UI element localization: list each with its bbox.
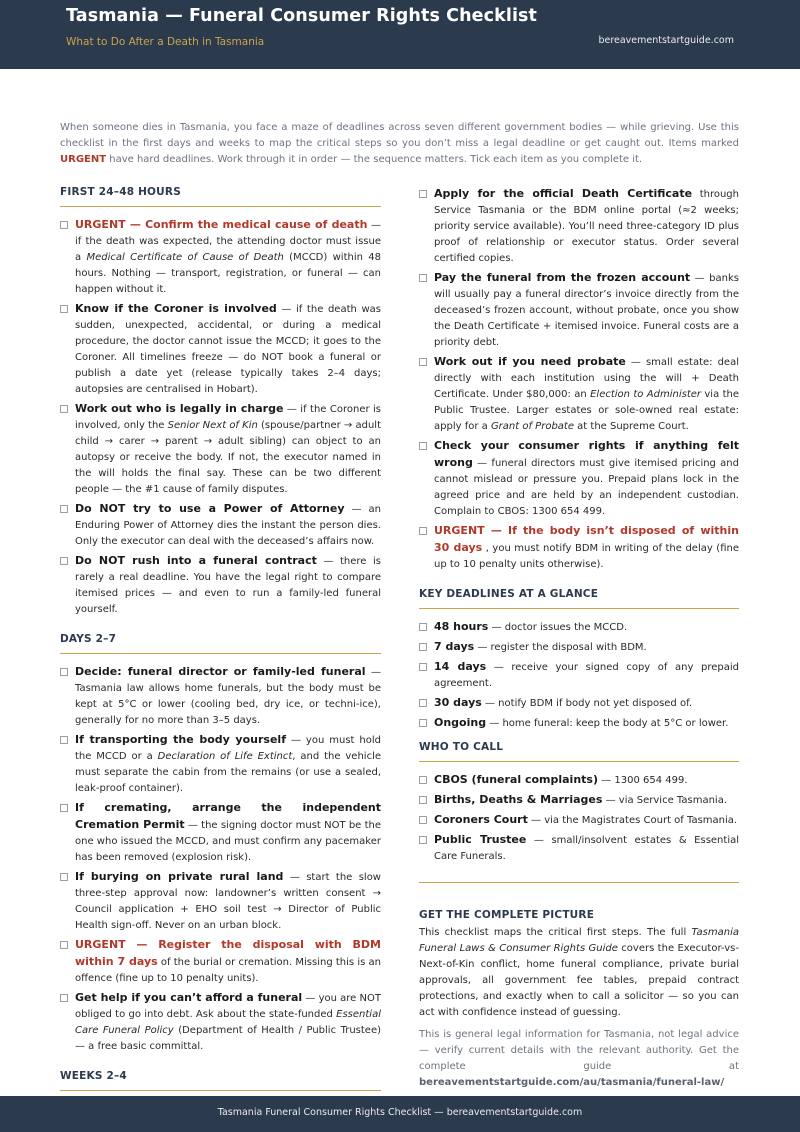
disclaimer-paragraph: This is general legal information for Tasmania, not legal advice — verify current details with the relevant authority. Get the complete guide at bereavementstartguide.com/au/tasmania/funeral-law/ — [419, 1029, 739, 1088]
checkbox[interactable] — [60, 804, 68, 812]
checkbox[interactable] — [419, 623, 427, 631]
section-heading-who-to-call: WHO TO CALL — [419, 741, 739, 762]
contact-item: CBOS (funeral complaints) — 1300 654 499. — [419, 772, 739, 789]
intro-paragraph: When someone dies in Tasmania, you face a maze of deadlines across seven different government bodies — while grieving. Use this checklist in the first days and weeks to map the critical steps so you don’t miss a legal deadline or get caught out. Items marked URGENT have hard deadlines. Work through it in order — the sequence matters. Tick each item as you complete it. — [60, 122, 739, 165]
footer-text: Tasmania Funeral Consumer Rights Checklist — bereavementstartguide.com — [217, 1107, 583, 1118]
checkbox[interactable] — [419, 643, 427, 651]
checkbox[interactable] — [419, 836, 427, 844]
checkbox[interactable] — [60, 221, 68, 229]
urgent-label: URGENT — [60, 154, 107, 165]
page-footer — [0, 1096, 800, 1132]
checklist-item: If burying on private rural land — start the slow three-step approval now: landowner’s written consent → Council application + EHO soil test → Director of Public Health sign-off. Never on an urban block. — [60, 869, 381, 934]
deadline-item: 7 days — register the disposal with BDM. — [419, 639, 739, 656]
page-subtitle: What to Do After a Death in Tasmania — [66, 36, 265, 48]
section-heading-weeks-2-4: WEEKS 2–4 — [60, 1070, 381, 1091]
checklist-item: If cremating, arrange the independent Cremation Permit — the signing doctor must NOT be the one who issued the MCCD, and must confirm any pacemaker has been removed (explosion risk). — [60, 800, 381, 866]
checkbox[interactable] — [60, 873, 68, 881]
checkbox[interactable] — [419, 663, 427, 671]
checkbox[interactable] — [419, 776, 427, 784]
page-header — [0, 0, 800, 69]
checkbox[interactable] — [419, 719, 427, 727]
contact-item: Public Trustee — small/insolvent estates & Essential Care Funerals. — [419, 832, 739, 865]
checkbox[interactable] — [419, 796, 427, 804]
checkbox[interactable] — [419, 699, 427, 707]
checklist-item: URGENT — If the body isn’t disposed of within 30 days , you must notify BDM in writing of the delay (fine up to 10 penalty units otherwise). — [419, 523, 739, 573]
deadline-item: Ongoing — home funeral: keep the body at 5°C or lower. — [419, 715, 739, 732]
section-heading-key-deadlines: KEY DEADLINES AT A GLANCE — [419, 588, 739, 609]
checkbox[interactable] — [419, 816, 427, 824]
checklist-item: Do NOT rush into a funeral contract — there is rarely a real deadline. You have the legal right to compare itemised prices — and even to run a family-led funeral yourself. — [60, 553, 381, 618]
checkbox[interactable] — [60, 736, 68, 744]
checkbox[interactable] — [60, 557, 68, 565]
checkbox[interactable] — [60, 994, 68, 1002]
checkbox[interactable] — [419, 274, 427, 282]
checklist-item: Apply for the official Death Certificate through Service Tasmania or the BDM online portal (≈2 weeks; priority service available). You’ll need three-category ID plus proof of relationship or executor status. Order several certified copies. — [419, 186, 739, 267]
checklist-item: URGENT — Confirm the medical cause of death — if the death was expected, the attending doctor must issue a Medical Certificate of Cause of Death (MCCD) within 48 hours. Nothing — transport, registration, or funeral — can happen without it. — [60, 217, 381, 298]
guide-link[interactable]: bereavementstartguide.com/au/tasmania/funeral-law/ — [419, 1077, 725, 1088]
checkbox[interactable] — [60, 505, 68, 513]
deadline-item: 14 days — receive your signed copy of any prepaid agreement. — [419, 659, 739, 692]
checklist-item: Work out if you need probate — small estate: deal directly with each institution using the will + Death Certificate. Under $80,000: an Election to Administer via the Public Trustee. Larger estates or sole-owned real estate: apply for a Grant of Probate at the Supreme Court. — [419, 354, 739, 435]
checklist-item: Know if the Coroner is involved — if the death was sudden, unexpected, accidental, or during a medical procedure, the doctor cannot issue the MCCD; it goes to the Coroner. All timelines freeze — do NOT book a funeral or publish a date yet (release typically takes 2–4 days; autopsies are centralised in Hobart). — [60, 301, 381, 398]
checklist-item: Pay the funeral from the frozen account — banks will usually pay a funeral director’s invoice directly from the deceased’s frozen account, without probate, once you show the Death Certificate + itemised invoice. Funeral costs are a priority debt. — [419, 270, 739, 351]
checkbox[interactable] — [419, 190, 427, 198]
deadline-item: 30 days — notify BDM if body not yet disposed of. — [419, 695, 739, 712]
section-heading-first-48-hours: FIRST 24–48 HOURS — [60, 186, 381, 207]
section-heading-complete-picture: GET THE COMPLETE PICTURE — [419, 909, 595, 921]
checkbox[interactable] — [60, 305, 68, 313]
deadline-item: 48 hours — doctor issues the MCCD. — [419, 619, 739, 636]
section-heading-days-2-7: DAYS 2–7 — [60, 633, 381, 654]
header-site-link[interactable]: bereavementstartguide.com — [598, 35, 734, 46]
checkbox[interactable] — [419, 442, 427, 450]
contact-item: Coroners Court — via the Magistrates Court of Tasmania. — [419, 812, 739, 829]
checklist-item: If transporting the body yourself — you must hold the MCCD or a Declaration of Life Extinct, and the vehicle must separate the cabin from the remains (or use a sealed, leak-proof container). — [60, 732, 381, 797]
contact-item: Births, Deaths & Marriages — via Service Tasmania. — [419, 792, 739, 809]
checklist-item: Do NOT try to use a Power of Attorney — an Enduring Power of Attorney dies the instant the person dies. Only the executor can deal with the deceased’s affairs now. — [60, 501, 381, 550]
page-title: Tasmania — Funeral Consumer Rights Checklist — [66, 6, 538, 26]
checklist-item: Check your consumer rights if anything felt wrong — funeral directors must give itemised pricing and cannot mislead or pressure you. Prepaid plans lock in the agreed price and are held by an independent custodian. Complain to CBOS: 1300 654 499. — [419, 438, 739, 520]
checkbox[interactable] — [60, 405, 68, 413]
guide-promo-paragraph: This checklist maps the critical first steps. The full Tasmania Funeral Laws & Consumer Rights Guide covers the Executor-vs-Next-of-Kin conflict, home funeral compliance, private burial approvals, all government fee tables, prepaid contract protections, and exactly when to call a solicitor — so you can act with confidence instead of guessing. — [419, 927, 739, 1018]
checkbox[interactable] — [419, 358, 427, 366]
checklist-item: Decide: funeral director or family-led funeral — Tasmania law allows home funerals, but the body must be kept at 5°C or lower (cooling bed, dry ice, or techni-ice), generally for no more than 3–5 days. — [60, 664, 381, 729]
right-column — [419, 186, 739, 1091]
checklist-item: URGENT — Register the disposal with BDM within 7 days of the burial or cremation. Missing this is an offence (fine up to 10 penalty units). — [60, 937, 381, 987]
checkbox[interactable] — [60, 668, 68, 676]
checkbox[interactable] — [60, 941, 68, 949]
checklist-item: Get help if you can’t afford a funeral — you are NOT obliged to go into debt. Ask about the state-funded Essential Care Funeral Policy (Department of Health / Public Trustee) — a free basic committal. — [60, 990, 381, 1055]
left-column — [60, 186, 381, 1101]
checklist-item: Work out who is legally in charge — if the Coroner is involved, only the Senior Next of Kin (spouse/partner → adult child → carer → parent → adult sibling) can object to an autopsy or receive the body. If not, the executor named in the will holds the final say. These can be two different people — the #1 cause of family disputes. — [60, 401, 381, 498]
checkbox[interactable] — [419, 527, 427, 535]
